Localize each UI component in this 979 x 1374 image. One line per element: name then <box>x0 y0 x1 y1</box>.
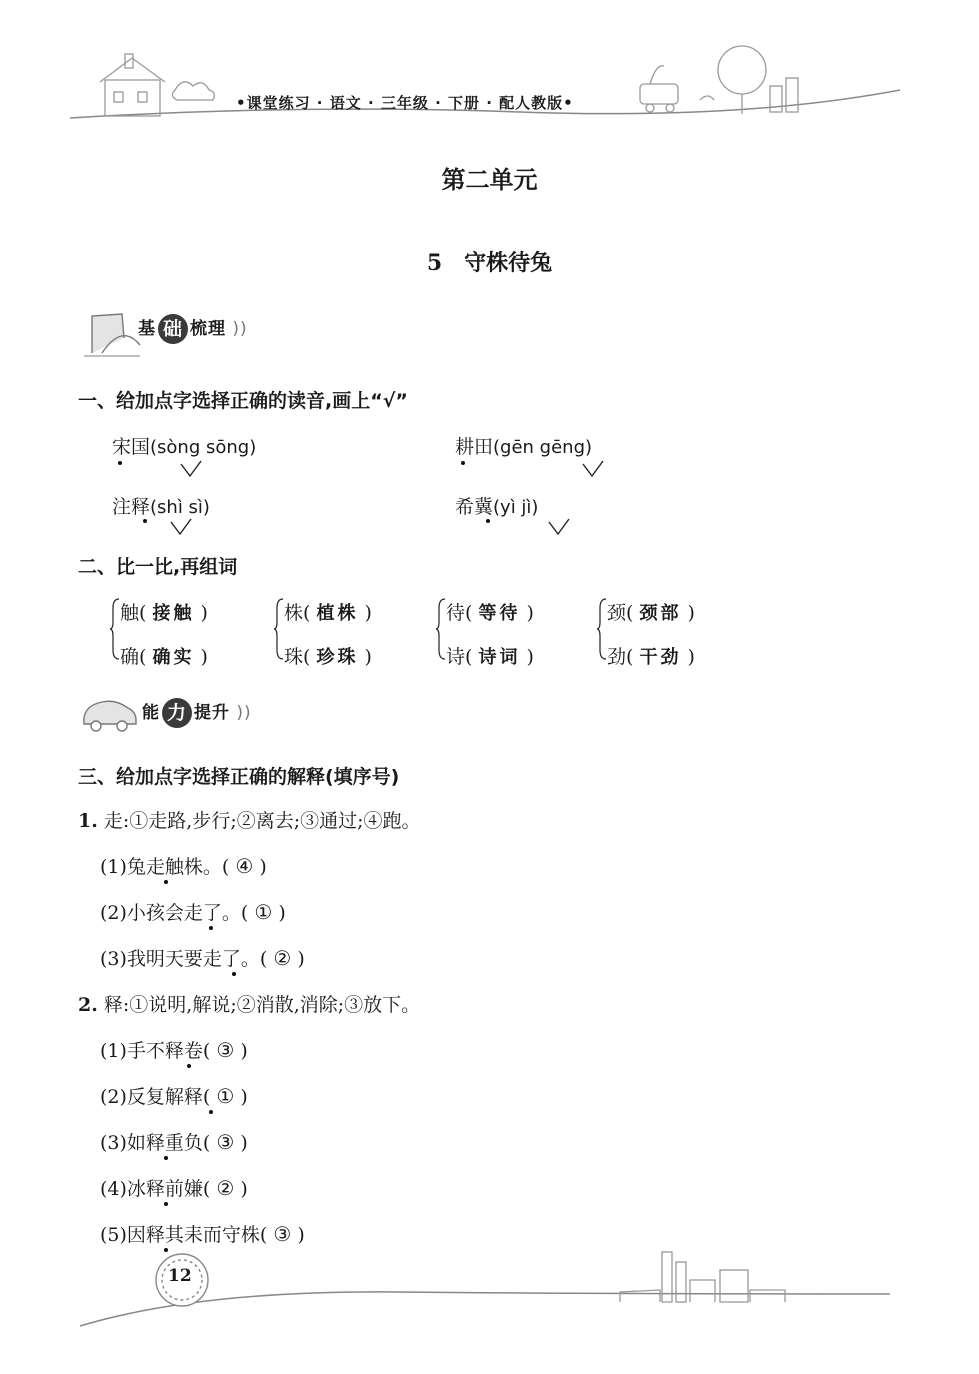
q3-item: (1)兔走触株。( ④ ) <box>100 854 267 878</box>
q2-char: 颈 <box>607 602 627 624</box>
q2-char: 触 <box>120 602 140 624</box>
q3-sub2-definition <box>78 990 420 1017</box>
q3-item: (4)冰释前嫌( ② ) <box>100 1176 248 1200</box>
q1-options: (sòng sōng) <box>150 437 257 458</box>
brace-icon <box>597 598 607 660</box>
lesson-title <box>0 246 979 277</box>
q3-definition-text: 走:①走路,步行;②离去;③通过;④跑。 <box>103 810 421 832</box>
q2-answer: 确实 <box>152 647 195 668</box>
q2-pair: 待( 等待 ) <box>446 602 534 624</box>
brace-icon <box>436 598 446 660</box>
section-ability-label: 能 力 提升 )) <box>142 698 252 728</box>
q3-item-text: (3)我明天要走了。 <box>100 948 260 970</box>
emphasis-dot <box>232 972 236 976</box>
q2-answer: 等待 <box>478 603 521 624</box>
slide-icon <box>82 308 142 358</box>
lesson-name: 守株待兔 <box>464 250 553 276</box>
q1-item <box>112 432 256 459</box>
q2-heading: 二、比一比,再组词 <box>78 556 238 578</box>
q2-pair: 株( 植株 ) <box>284 602 372 624</box>
q3-answer: ③ <box>216 1038 235 1062</box>
emphasis-dot <box>143 519 147 523</box>
q3-item: (5)因释其耒而守株( ③ ) <box>100 1222 305 1246</box>
q3-sub1-definition <box>78 806 421 833</box>
q3-answer: ③ <box>216 1130 235 1154</box>
check-mark-icon <box>582 460 604 478</box>
emphasis-dot <box>164 1156 168 1160</box>
q2-answer: 珍珠 <box>316 647 359 668</box>
q3-answer: ① <box>254 900 273 924</box>
q2-pair: 劲( 干劲 ) <box>607 646 695 668</box>
lesson-number: 5 <box>426 250 443 276</box>
brace-icon <box>110 598 120 660</box>
q3-item: (3)我明天要走了。( ② ) <box>100 946 305 970</box>
q2-pair: 诗( 诗词 ) <box>446 646 534 668</box>
q2-char: 诗 <box>446 646 466 668</box>
q3-answer: ① <box>216 1084 235 1108</box>
tree-car-sketch-icon <box>640 46 798 114</box>
emphasis-dot <box>461 461 465 465</box>
q3-item-text: (2)小孩会走了。 <box>100 902 241 924</box>
q3-item-text: (1)手不释卷 <box>100 1040 203 1062</box>
q3-item: (1)手不释卷( ③ ) <box>100 1038 248 1062</box>
q3-sub-number: 1. <box>78 810 98 832</box>
basic-label-big: 础 <box>158 314 188 344</box>
q3-sub-number: 2. <box>78 994 98 1016</box>
emphasis-dot <box>486 519 490 523</box>
q2-answer: 颈部 <box>639 603 682 624</box>
q3-answer: ④ <box>235 854 254 878</box>
series-title: •课堂练习 · 语文 · 三年级 · 下册 · 配人教版• <box>236 94 574 112</box>
footer-decoration <box>0 1240 979 1350</box>
q3-item: (2)反复解释( ① ) <box>100 1084 248 1108</box>
q3-answer: ② <box>273 946 292 970</box>
q1-options: (yì jì) <box>493 497 539 518</box>
unit-title: 第二单元 <box>441 165 538 194</box>
page-number: 12 <box>168 1266 192 1286</box>
q3-item: (2)小孩会走了。( ① ) <box>100 900 286 924</box>
q1-word: 注释 <box>112 496 151 518</box>
q3-answer: ② <box>216 1176 235 1200</box>
section-basic-label: 基 础 梳理 )) <box>138 314 248 344</box>
basic-label-suffix: 梳理 <box>190 319 226 339</box>
emphasis-dot <box>118 461 122 465</box>
q1-options: (shì sì) <box>150 497 210 518</box>
emphasis-dot <box>187 1064 191 1068</box>
q2-pair: 颈( 颈部 ) <box>607 602 695 624</box>
basic-label-prefix: 基 <box>138 319 156 339</box>
q2-char: 确 <box>120 646 140 668</box>
q2-char: 待 <box>446 602 466 624</box>
car-icon <box>78 694 140 734</box>
ability-label-prefix: 能 <box>142 703 160 723</box>
emphasis-dot <box>164 1202 168 1206</box>
q1-item <box>455 432 592 459</box>
q2-char: 珠 <box>284 646 304 668</box>
q2-pair: 珠( 珍珠 ) <box>284 646 372 668</box>
q2-char: 劲 <box>607 646 627 668</box>
q3-definition-text: 释:①说明,解说;②消散,消除;③放下。 <box>103 994 421 1016</box>
brace-icon <box>274 598 284 660</box>
q1-item <box>455 492 538 519</box>
q2-answer: 植株 <box>316 603 359 624</box>
q1-options: (gēn gēng) <box>493 437 593 458</box>
q3-item-text: (4)冰释前嫌 <box>100 1178 203 1200</box>
q3-item-text: (1)兔走触株。 <box>100 856 222 878</box>
q3-item-text: (5)因释其耒而守株 <box>100 1224 260 1246</box>
q1-word: 希冀 <box>455 496 494 518</box>
q2-answer: 干劲 <box>639 647 682 668</box>
q2-char: 株 <box>284 602 304 624</box>
q1-word: 耕田 <box>455 436 494 458</box>
check-mark-icon <box>180 460 202 478</box>
q2-answer: 接触 <box>152 603 195 624</box>
emphasis-dot <box>164 880 168 884</box>
q3-item-text: (3)如释重负 <box>100 1132 203 1154</box>
q1-item <box>112 492 210 519</box>
q2-pair: 确( 确实 ) <box>120 646 208 668</box>
q3-answer: ③ <box>273 1222 292 1246</box>
q2-pair: 触( 接触 ) <box>120 602 208 624</box>
q3-item: (3)如释重负( ③ ) <box>100 1130 248 1154</box>
q3-item-text: (2)反复解释 <box>100 1086 203 1108</box>
emphasis-dot <box>209 926 213 930</box>
q1-word: 宋国 <box>112 436 151 458</box>
check-mark-icon <box>548 518 570 536</box>
ability-label-suffix: 提升 <box>194 703 230 723</box>
emphasis-dot <box>209 1110 213 1114</box>
ability-label-big: 力 <box>162 698 192 728</box>
q2-answer: 诗词 <box>478 647 521 668</box>
house-sketch-icon <box>100 54 214 116</box>
q3-heading: 三、给加点字选择正确的解释(填序号) <box>78 766 400 788</box>
check-mark-icon <box>170 518 192 536</box>
q1-heading: 一、给加点字选择正确的读音,画上“√” <box>78 390 408 412</box>
